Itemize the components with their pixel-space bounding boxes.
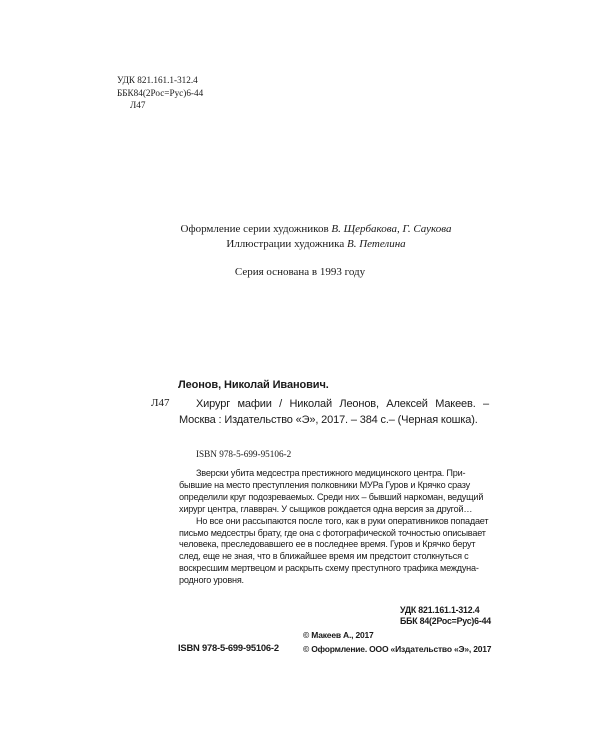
copyright-block (303, 629, 491, 656)
classification-block (117, 74, 203, 112)
illustrator-name: В. Петелина (346, 238, 406, 250)
author-heading: Леонов, Николай Иванович. (178, 379, 329, 391)
annotation-line: хирург центра, главврач. У сыщиков рождается одна версия за другой… (179, 503, 473, 514)
series-design-credit: Оформление серии художников В. Щербакова, Г. Саукова (180, 223, 452, 235)
annotation-line: воскресшим мертвецом и раскрыть схему преступного трафика междуна- (179, 563, 479, 574)
annotation-line: Зверски убита медсестра престижного медицинского центра. При- (196, 468, 466, 478)
annotation-line: определили круг подозреваемых. Среди них – бывший наркоман, ведущий (179, 491, 484, 502)
copyright-author: © Макеев А., 2017 (303, 630, 374, 640)
credits-block (0, 222, 600, 252)
author-sign-code: Л47 (130, 100, 146, 110)
series-founded: Серия основана в 1993 году (234, 266, 366, 278)
bibliographic-description: Хирург мафии / Николай Леонов, Алексей Макеев. – Москва : Издательство «Э», 2017. – 384 с.– (Черная кошка). (179, 398, 489, 426)
annotation-line: бывшие на место преступления полковники МУРа Гуров и Крячко сразу (179, 479, 470, 490)
annotation-line: человека, преследовавшего ее в последнее время. Гуров и Крячко берут (179, 539, 476, 550)
series-design-artists: В. Щербакова, Г. Саукова (331, 223, 452, 235)
bbk-code: ББК84(2Рос=Рус)6-44 (117, 87, 204, 98)
annotation-line: родного уровня. (179, 575, 244, 586)
annotation-line: след, еще не зная, что в ближайшее время им предстоит столкнуться с (179, 551, 469, 562)
udk-code: УДК 821.161.1-312.4 (117, 75, 198, 85)
footer-udk: УДК 821.161.1-312.4 (400, 605, 480, 615)
isbn-line: ISBN 978-5-699-95106-2 (196, 449, 292, 459)
annotation (179, 468, 490, 587)
footer-classification (400, 605, 491, 627)
annotation-line: письмо медсестры брату, где она с фотографической точностью описывает (179, 527, 486, 538)
footer-isbn: ISBN 978-5-699-95106-2 (178, 642, 279, 653)
bibliographic-code: Л47 (151, 397, 170, 409)
annotation-line: Но все они рассыпаются после того, как в руки оперативников попадает (196, 515, 489, 526)
copyright-design: © Оформление. ООО «Издательство «Э», 2017 (303, 643, 492, 654)
illustration-credit: Иллюстрации художника В. Петелина (226, 238, 406, 250)
footer-bbk: ББК 84(2Рос=Рус)6-44 (400, 616, 491, 626)
